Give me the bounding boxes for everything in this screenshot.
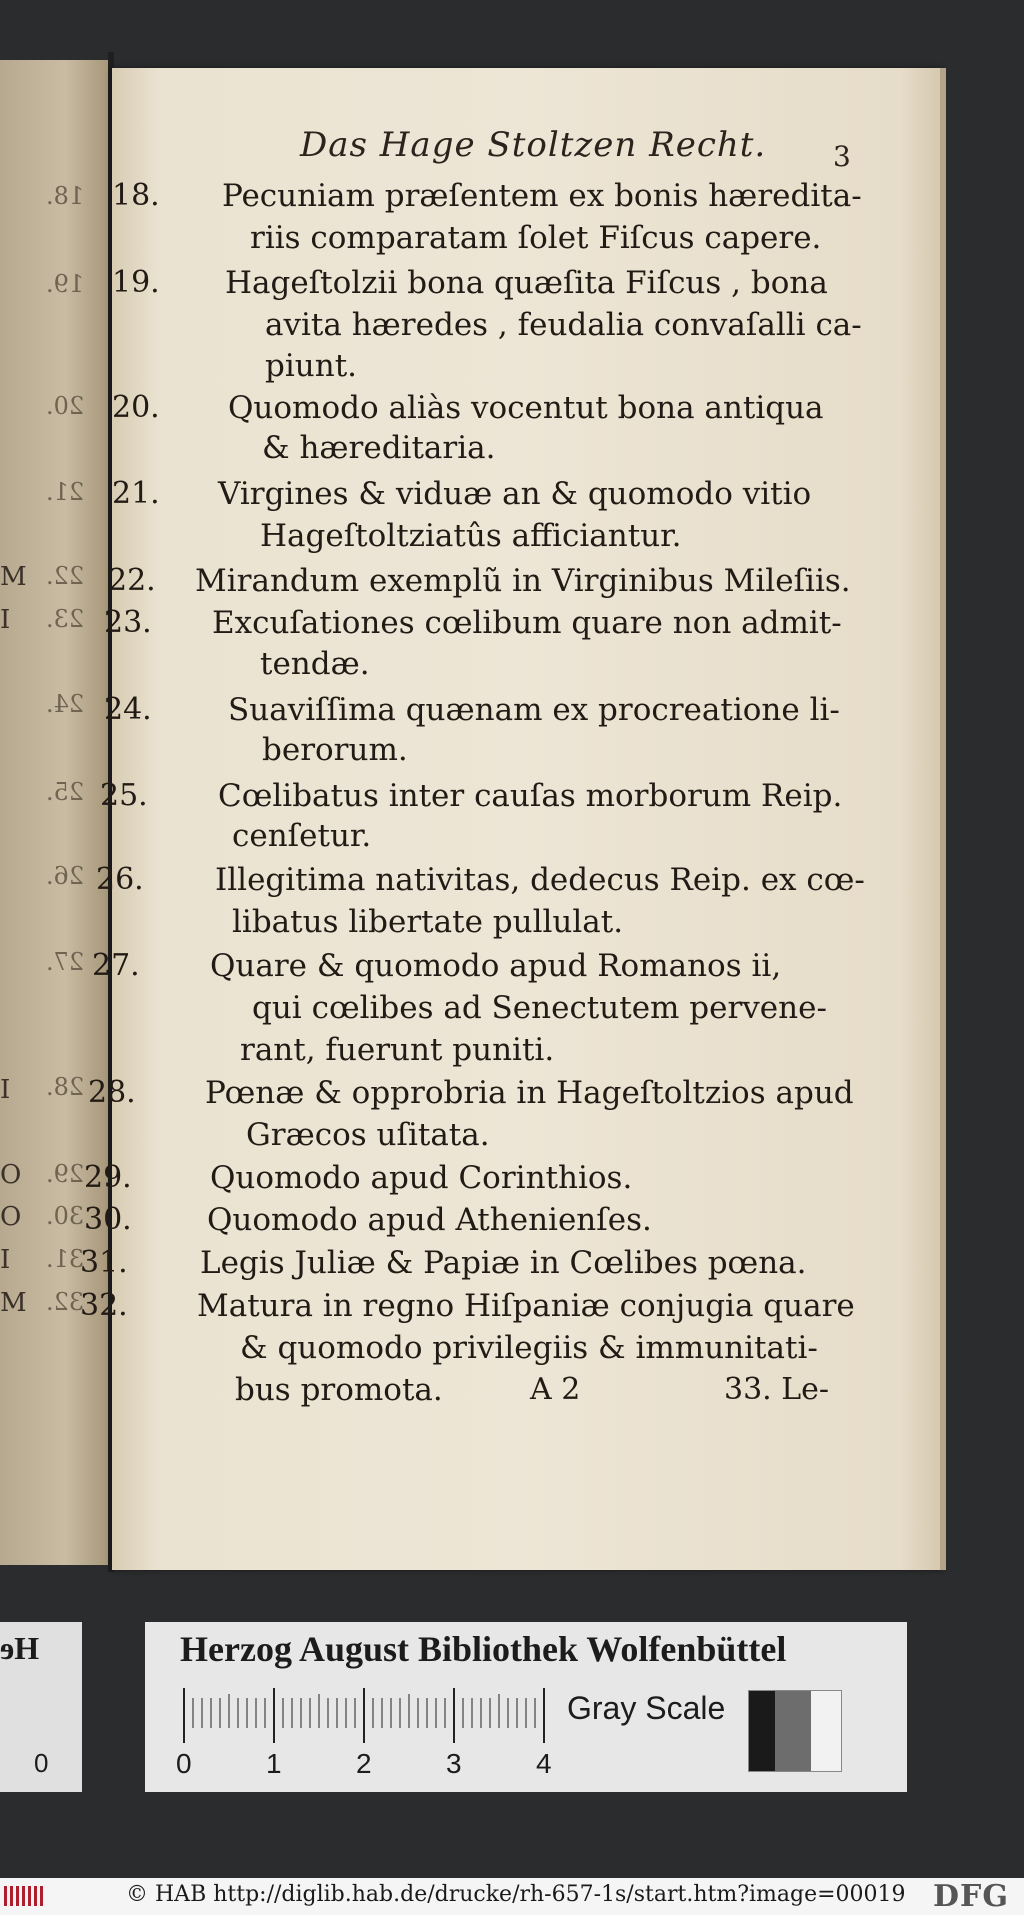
signature-mark: A 2 [530, 1372, 581, 1407]
entry-line: Quomodo aliàs vocentut bona antiqua [228, 390, 824, 426]
page-edge [940, 68, 946, 1570]
gray-swatch [811, 1691, 841, 1771]
left-page-number: 25. [45, 778, 84, 806]
entry-line: riis comparatam ſolet Fiſcus capere. [250, 220, 822, 256]
left-page-number: 18. [45, 182, 84, 210]
left-page-number: 22. [45, 562, 84, 590]
left-page-number: 30. [45, 1202, 84, 1230]
entry-number: 18. [112, 178, 160, 213]
gray-swatch [775, 1691, 811, 1771]
entry-line: Pœnæ & opprobria in Hageſtoltzios apud [205, 1075, 854, 1111]
left-page-letter: M [0, 562, 27, 592]
left-page-number: 23. [45, 605, 84, 633]
entry-line: bus promota. [235, 1372, 443, 1408]
entry-number: 27. [92, 948, 140, 983]
entry-line: rant, fuerunt puniti. [240, 1032, 555, 1068]
entry-line: piunt. [265, 348, 358, 384]
left-page-number: 28. [45, 1073, 84, 1101]
entry-number: 22. [108, 563, 156, 598]
entry-number: 29. [84, 1160, 132, 1195]
left-page-number: 26. [45, 862, 84, 890]
scale-ruler [180, 1688, 550, 1743]
entry-line: berorum. [262, 732, 408, 768]
scale-label: 2 [356, 1748, 372, 1779]
left-page-letter: I [0, 605, 11, 635]
entry-line: Hageſtoltziatûs afficiantur. [260, 518, 682, 554]
entry-line: libatus libertate pullulat. [232, 904, 624, 940]
entry-number: 28. [88, 1075, 136, 1110]
entry-number: 21. [112, 476, 160, 511]
entry-number: 31. [80, 1245, 128, 1280]
entry-line: Matura in regno Hiſpaniæ conjugia quare [197, 1288, 855, 1324]
left-chart-zero: 0 [34, 1748, 49, 1778]
entry-line: Illegitima nativitas, dedecus Reip. ex cœ- [215, 862, 865, 898]
entry-line: & quomodo privilegiis & immunitati- [240, 1330, 818, 1366]
entry-number: 30. [84, 1202, 132, 1237]
entry-number: 19. [112, 265, 160, 300]
entry-line: qui cœlibes ad Senectutem pervene- [252, 990, 827, 1026]
page-number: 3 [833, 140, 851, 173]
left-page-letter: I [0, 1075, 11, 1105]
entry-line: Pecuniam præſentem ex bonis hæredita- [222, 178, 862, 214]
entry-number: 25. [100, 778, 148, 813]
left-page-letter: O [0, 1160, 22, 1190]
left-page-number: 31. [45, 1245, 84, 1273]
left-chart-mirrored-text: He [0, 1630, 40, 1666]
entry-line: Excuſationes cœlibum quare non admit- [212, 605, 842, 641]
entry-line: cenſetur. [232, 818, 372, 854]
entry-line: Cœlibatus inter cauſas morborum Reip. [218, 778, 843, 814]
left-page-number: 29. [45, 1160, 84, 1188]
left-page-number: 27. [45, 948, 84, 976]
hab-logo-icon [4, 1884, 48, 1908]
entry-number: 20. [112, 390, 160, 425]
entry-line: Virgines & viduæ an & quomodo vitio [218, 476, 812, 512]
entry-line: Quare & quomodo apud Romanos ii, [210, 948, 782, 984]
left-page-number: 24. [45, 690, 84, 718]
entry-number: 23. [104, 605, 152, 640]
entry-number: 24. [104, 692, 152, 727]
scale-label: 3 [446, 1748, 462, 1779]
footer-link[interactable]: © HAB http://diglib.hab.de/drucke/rh-657-1s/start.htm?image=00019 [126, 1882, 906, 1907]
left-page-letter: I [0, 1245, 11, 1275]
color-chart-title: Herzog August Bibliothek Wolfenbüttel [180, 1629, 787, 1669]
dfg-logo: DFG [933, 1879, 1009, 1914]
entry-line: Hageſtolzii bona quæſita Fiſcus , bona [225, 265, 828, 301]
entry-line: Legis Juliæ & Papiæ in Cœlibes pœna. [200, 1245, 807, 1281]
entry-number: 32. [80, 1288, 128, 1323]
entry-line: Suaviſſima quænam ex procreatione li- [228, 692, 840, 728]
entry-line: Mirandum exemplũ in Virginibus Mileſiis. [195, 563, 851, 599]
left-page-number: 19. [45, 270, 84, 298]
entry-line: Quomodo apud Athenienſes. [207, 1202, 652, 1238]
scale-label: 4 [536, 1748, 552, 1779]
scale-label: 0 [176, 1748, 192, 1779]
running-head: Das Hage Stoltzen Recht. [300, 125, 767, 165]
entry-line: tendæ. [260, 646, 370, 682]
catchword: 33. Le- [724, 1372, 830, 1407]
entry-line: avita hæredes , feudalia convaſalli ca- [265, 307, 862, 343]
entry-line: & hæreditaria. [262, 430, 496, 466]
entry-line: Græcos uſitata. [246, 1117, 490, 1153]
left-chart-fragment-text [0, 1630, 39, 1667]
left-page-number: 32. [45, 1288, 84, 1316]
scale-label: 1 [266, 1748, 282, 1779]
gray-scale-label: Gray Scale [567, 1690, 726, 1726]
entry-line: Quomodo apud Corinthios. [210, 1160, 633, 1196]
gray-swatch [749, 1691, 775, 1771]
entry-number: 26. [96, 862, 144, 897]
left-page-number: 21. [45, 478, 84, 506]
gray-scale-swatches [748, 1690, 842, 1772]
left-page-letter: O [0, 1202, 22, 1232]
left-page-number: 20. [45, 392, 84, 420]
left-page-letter: M [0, 1288, 27, 1318]
